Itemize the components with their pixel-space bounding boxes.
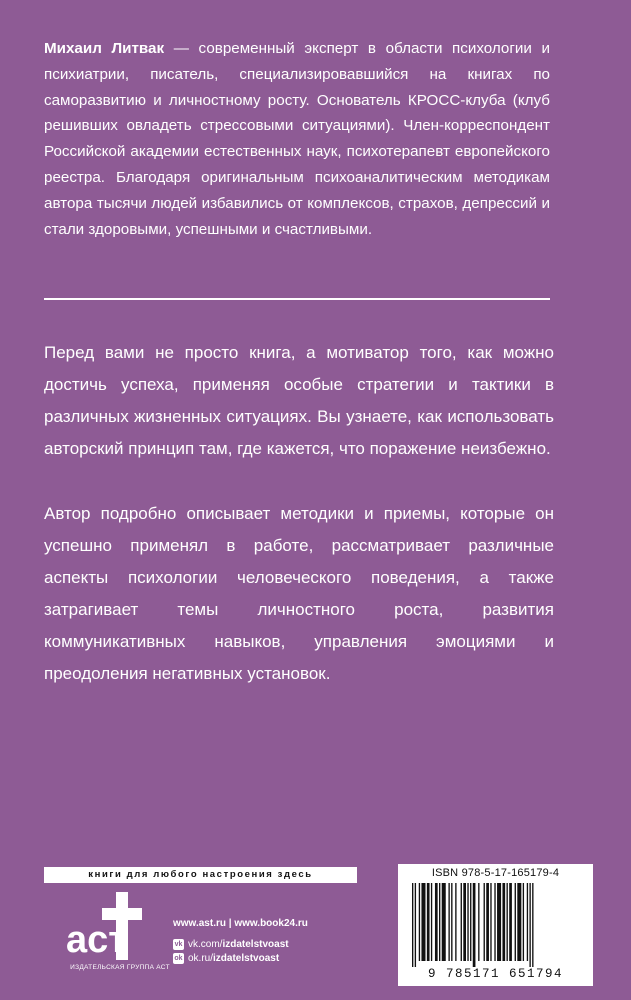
barcode-bar — [442, 883, 446, 961]
barcode-digits: 9 785171 651794 — [427, 967, 564, 981]
slogan-strip: книги для любого настроения здесь — [44, 867, 357, 883]
barcode-bar — [448, 883, 449, 961]
barcode-bar — [490, 883, 491, 961]
description-paragraph-1: Перед вами не просто книга, а мотиватор того, как можно достичь успеха, применяя особые стратегии и тактики в различных жизненных ситуациях. Вы узнаете, как использовать авторский принцип там, где кажется, что поражение неизбежно. — [44, 343, 554, 458]
barcode-bar — [502, 883, 505, 961]
ok-prefix: ok.ru/ — [188, 953, 214, 964]
vk-handle: izdatelstvoast — [222, 939, 289, 950]
barcode-bar — [497, 883, 501, 961]
barcode-bar — [461, 883, 462, 961]
barcode-bar — [421, 883, 425, 961]
author-bio-text: — современный эксперт в области психологии и психиатрии, писатель, специализировавшийся на книгах по саморазвитию и личностному росту. Основатель КРОСС-клуба (клуб решивших овладеть стрессовыми ситуациями). Член-корреспондент Российской академии естественных наук, психотерапевт европейского реестра. Благодаря оригинальным психоаналитическим методикам автора тысячи людей избавились от комплексов, страхов, депрессий и стали здоровыми, успешными и счастливыми. — [44, 40, 550, 238]
website-links: www.ast.ru | www.book24.ru — [173, 918, 308, 929]
publisher-logo — [56, 890, 176, 986]
barcode-bar — [427, 883, 430, 961]
barcode-bar — [484, 883, 485, 961]
description-paragraph-2: Автор подробно описывает методики и приемы, которые он успешно применял в работе, рассматривает различные аспекты психологии человеческого поведения, а также затрагивает темы личностного роста, развития коммуникативных навыков, управления эмоциями и преодоления негативных установок. — [44, 504, 554, 683]
barcode-bar — [509, 883, 512, 961]
barcode-bar — [532, 883, 533, 967]
ok-handle: izdatelstvoast — [213, 953, 280, 964]
ast-logo-icon — [60, 890, 180, 962]
barcode-bar — [439, 883, 440, 961]
barcode-bar — [494, 883, 495, 961]
vk-icon: vk — [174, 941, 183, 948]
barcode-bar — [451, 883, 452, 961]
barcode-bar — [470, 883, 471, 961]
barcode-bar — [415, 883, 416, 967]
ok-link — [173, 953, 279, 964]
barcode-bar — [486, 883, 489, 961]
barcode-bar — [515, 883, 516, 961]
barcode-bar — [529, 883, 530, 967]
vk-link — [173, 939, 289, 950]
author-bio — [44, 36, 550, 242]
barcode-bar — [517, 883, 521, 961]
svg-text:аст: аст — [66, 919, 127, 961]
barcode-bar — [463, 883, 466, 961]
publisher-caption: ИЗДАТЕЛЬСКАЯ ГРУППА АСТ — [70, 964, 170, 971]
barcode-bar — [478, 883, 479, 961]
ok-icon: ok — [174, 955, 183, 962]
section-divider — [44, 298, 550, 300]
barcode-bar — [419, 883, 420, 961]
barcode-bar — [431, 883, 432, 961]
barcode-bar — [523, 883, 524, 961]
barcode-bar — [467, 883, 468, 961]
author-name: Михаил Литвак — [44, 40, 165, 57]
vk-prefix: vk.com/ — [188, 939, 223, 950]
barcode-bar — [473, 883, 476, 967]
barcode-bar — [455, 883, 456, 961]
isbn-number: ISBN 978-5-17-165179-4 — [431, 867, 560, 879]
barcode-bar — [507, 883, 508, 961]
barcode-bars — [412, 883, 579, 967]
barcode-bar — [412, 883, 413, 967]
isbn-barcode — [398, 864, 593, 986]
barcode-bar — [435, 883, 438, 961]
barcode-bar — [527, 883, 528, 961]
